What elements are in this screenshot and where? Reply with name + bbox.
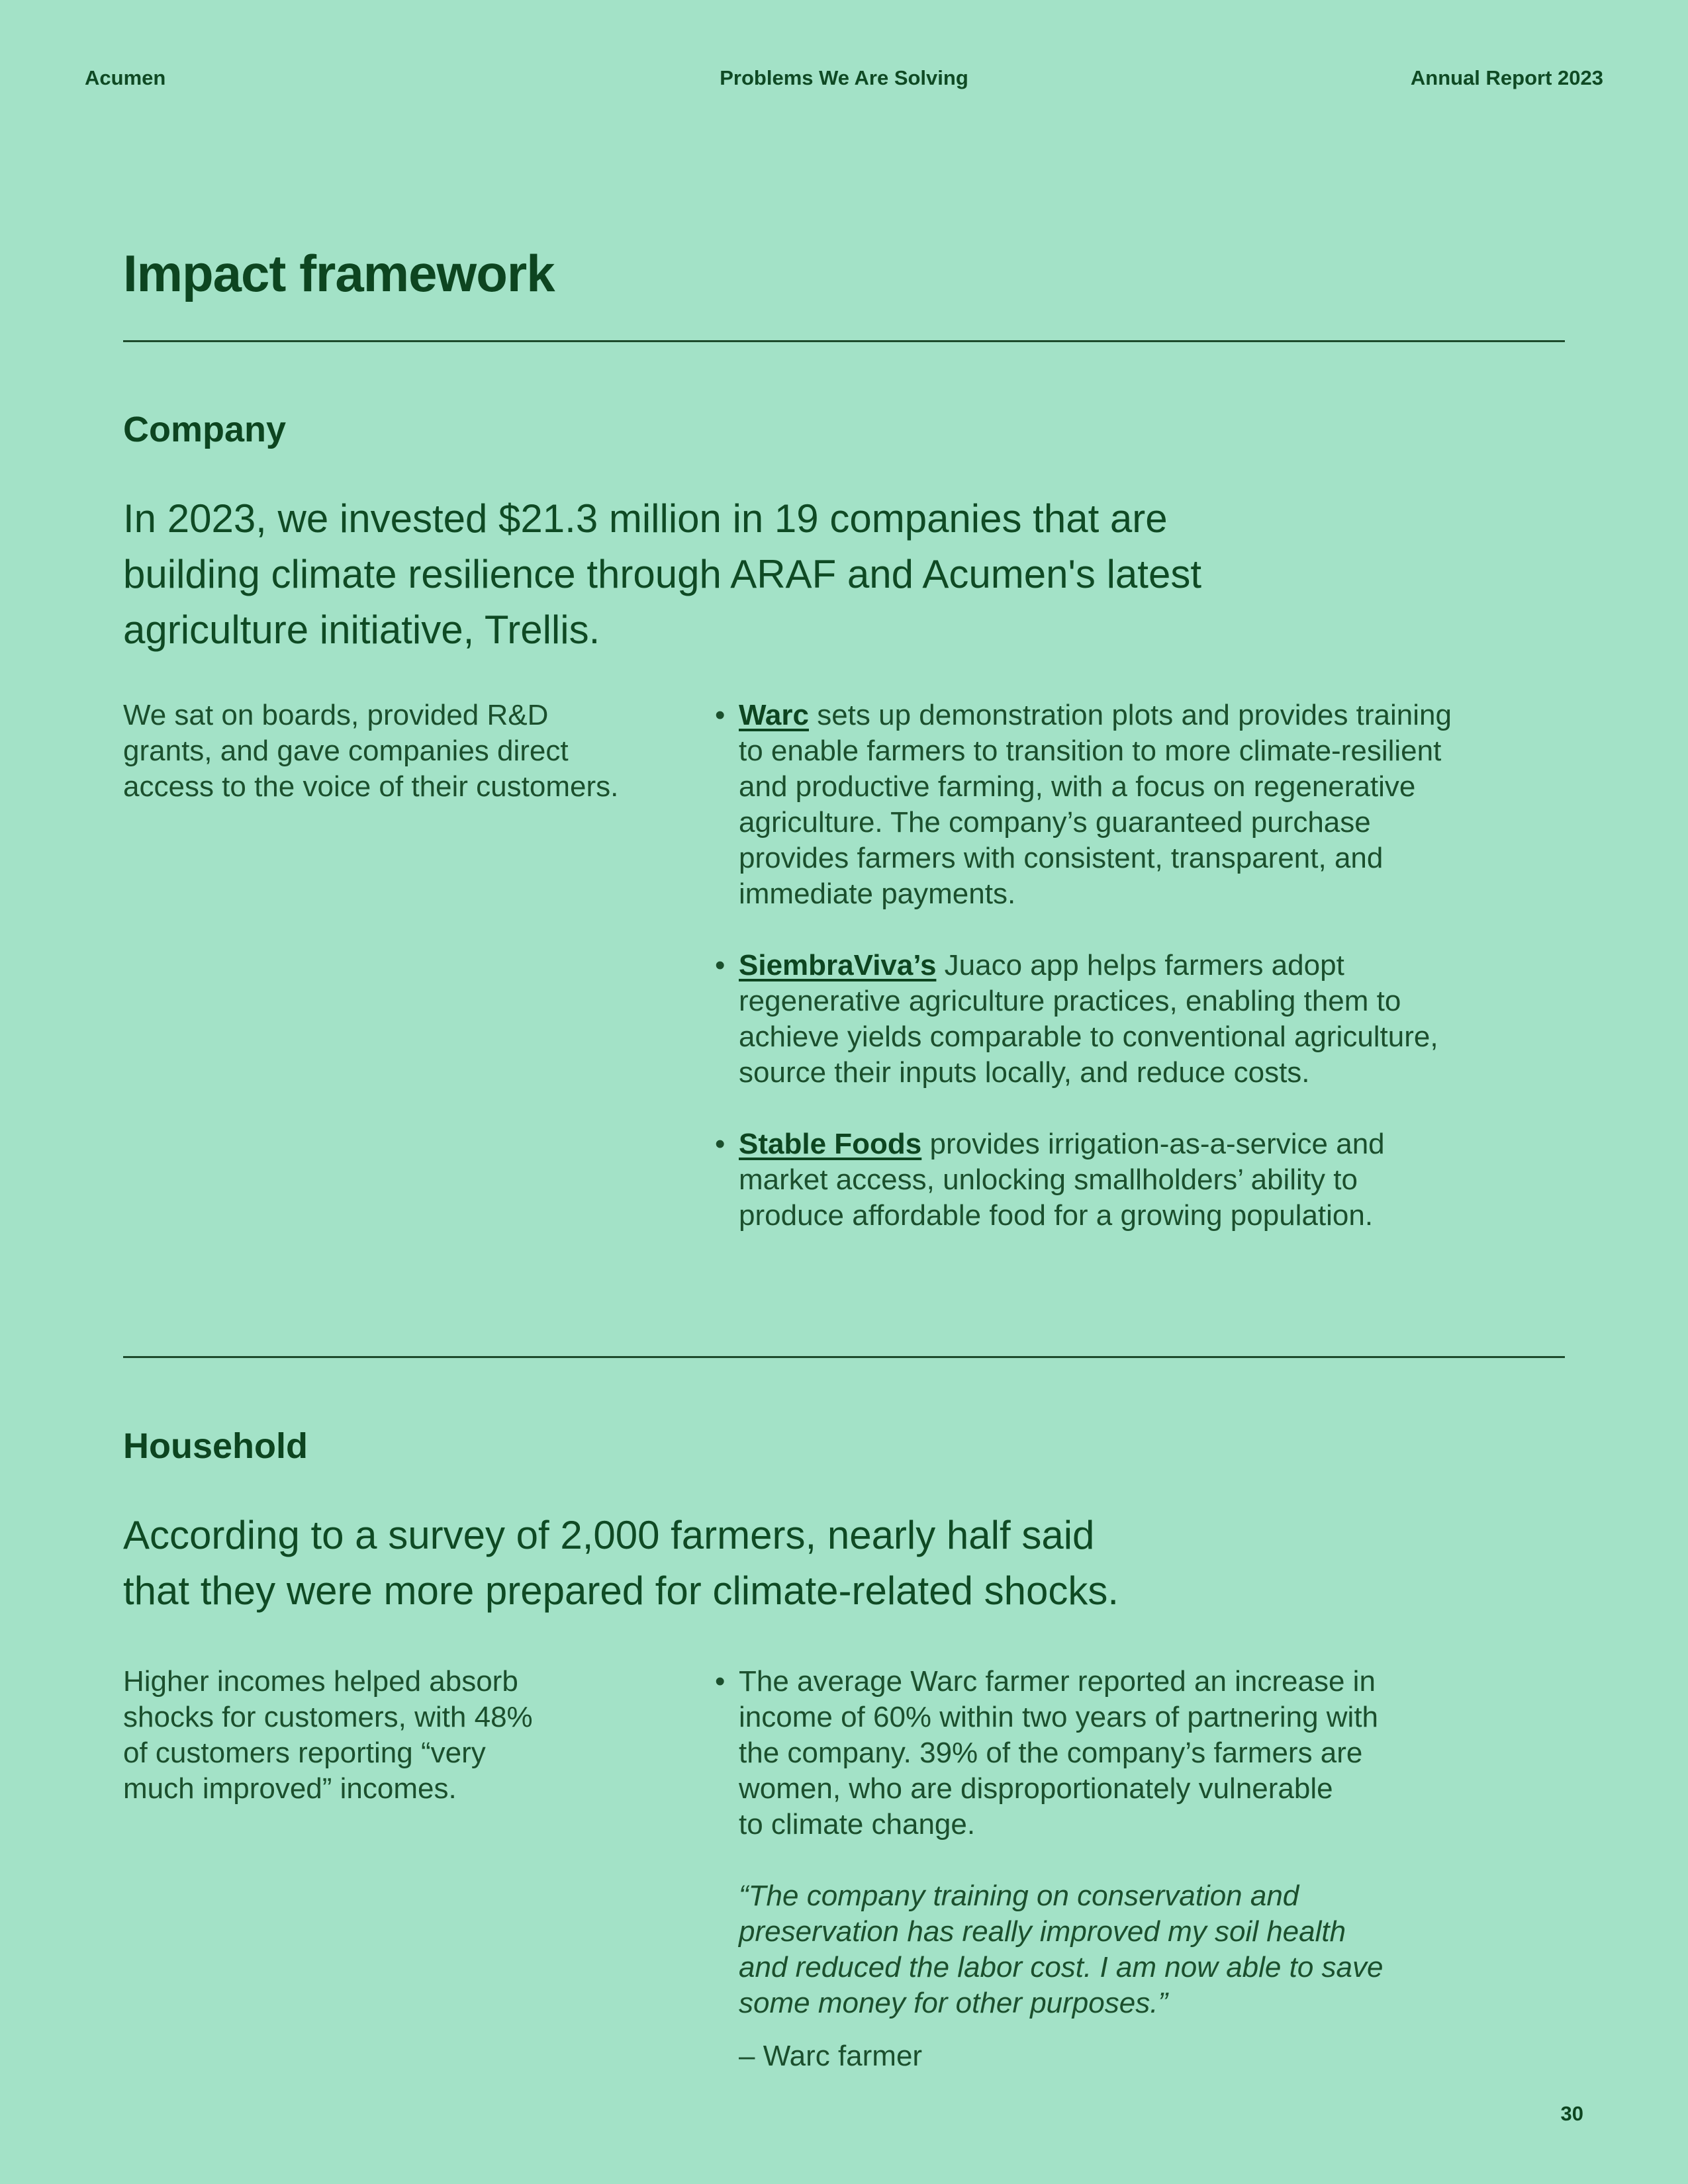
household-summary-line: Higher incomes helped absorb <box>123 1665 518 1698</box>
page-title: Impact framework <box>123 244 555 302</box>
farmer-quote <box>739 1878 1500 2021</box>
header-report-title: Annual Report 2023 <box>1410 66 1603 89</box>
quote-line: “The company training on conservation and <box>739 1880 1299 1912</box>
list-item-text: the company. 39% of the company’s farmers are <box>739 1737 1363 1769</box>
list-item-text: immediate payments. <box>739 878 1016 910</box>
list-item-text: provides irrigation-as-a-service and <box>921 1128 1385 1160</box>
household-lead-line: that they were more prepared for climate-related shocks. <box>123 1569 1119 1613</box>
quote-line: and reduced the labor cost. I am now able to save <box>739 1951 1383 1983</box>
running-header <box>85 66 1603 95</box>
divider-top <box>123 340 1565 342</box>
list-item-text: achieve yields comparable to conventional agriculture, <box>739 1021 1438 1053</box>
list-item-text: produce affordable food for a growing population. <box>739 1199 1374 1232</box>
quote-line: some money for other purposes.” <box>739 1987 1168 2019</box>
header-publisher: Acumen <box>85 66 166 89</box>
list-item-text: to enable farmers to transition to more climate-resilient <box>739 735 1442 767</box>
household-summary-line: much improved” incomes. <box>123 1772 457 1805</box>
list-item <box>715 948 1529 1091</box>
household-lead-line: According to a survey of 2,000 farmers, nearly half said <box>123 1513 1095 1557</box>
list-item-text: women, who are disproportionately vulnerable <box>739 1772 1333 1805</box>
list-item-text: income of 60% within two years of partnering with <box>739 1701 1379 1733</box>
company-summary-line: access to the voice of their customers. <box>123 770 619 803</box>
list-item-text: market access, unlocking smallholders’ ability to <box>739 1163 1358 1196</box>
list-item-text: The average Warc farmer reported an increase in <box>739 1665 1376 1698</box>
list-item-text: agriculture. The company’s guaranteed purchase <box>739 806 1371 839</box>
list-item <box>715 1126 1529 1234</box>
household-bullet-list <box>715 1664 1529 1878</box>
bullet-icon: • <box>715 1128 726 1160</box>
list-item-text: to climate change. <box>739 1808 976 1841</box>
company-bullet-list <box>715 698 1529 1269</box>
company-lead-line: In 2023, we invested $21.3 million in 19 companies that are <box>123 496 1168 541</box>
link-warc[interactable]: Warc <box>739 699 809 731</box>
company-lead-line: agriculture initiative, Trellis. <box>123 608 600 652</box>
list-item <box>715 1664 1529 1843</box>
household-lead <box>123 1508 1119 1619</box>
company-lead-line: building climate resilience through ARAF and Acumen's latest <box>123 552 1201 596</box>
quote-attribution: – Warc farmer <box>739 2040 923 2072</box>
list-item-text: provides farmers with consistent, transparent, and <box>739 842 1383 874</box>
bullet-icon: • <box>715 949 726 981</box>
list-item-text: and productive farming, with a focus on regenerative <box>739 770 1416 803</box>
header-section-title: Problems We Are Solving <box>720 66 968 89</box>
section-label-company: Company <box>123 410 287 449</box>
list-item-text: regenerative agriculture practices, enabling them to <box>739 985 1401 1017</box>
section-label-household: Household <box>123 1426 308 1466</box>
bullet-icon: • <box>715 1665 726 1698</box>
bullet-icon: • <box>715 699 726 731</box>
link-siembraviva[interactable]: SiembraViva’s <box>739 949 937 981</box>
company-summary <box>123 698 618 805</box>
link-stable-foods[interactable]: Stable Foods <box>739 1128 922 1160</box>
household-summary-line: shocks for customers, with 48% <box>123 1701 533 1733</box>
company-summary-line: grants, and gave companies direct <box>123 735 569 767</box>
list-item-text: sets up demonstration plots and provides training <box>808 699 1452 731</box>
household-summary-line: of customers reporting “very <box>123 1737 486 1769</box>
list-item <box>715 698 1529 912</box>
divider-middle <box>123 1356 1565 1358</box>
company-lead <box>123 491 1201 658</box>
household-summary <box>123 1664 533 1807</box>
quote-line: preservation has really improved my soil health <box>739 1915 1346 1948</box>
company-summary-line: We sat on boards, provided R&D <box>123 699 549 731</box>
list-item-text: Juaco app helps farmers adopt <box>936 949 1344 981</box>
list-item-text: source their inputs locally, and reduce costs. <box>739 1056 1310 1089</box>
page-number: 30 <box>1560 2102 1583 2125</box>
